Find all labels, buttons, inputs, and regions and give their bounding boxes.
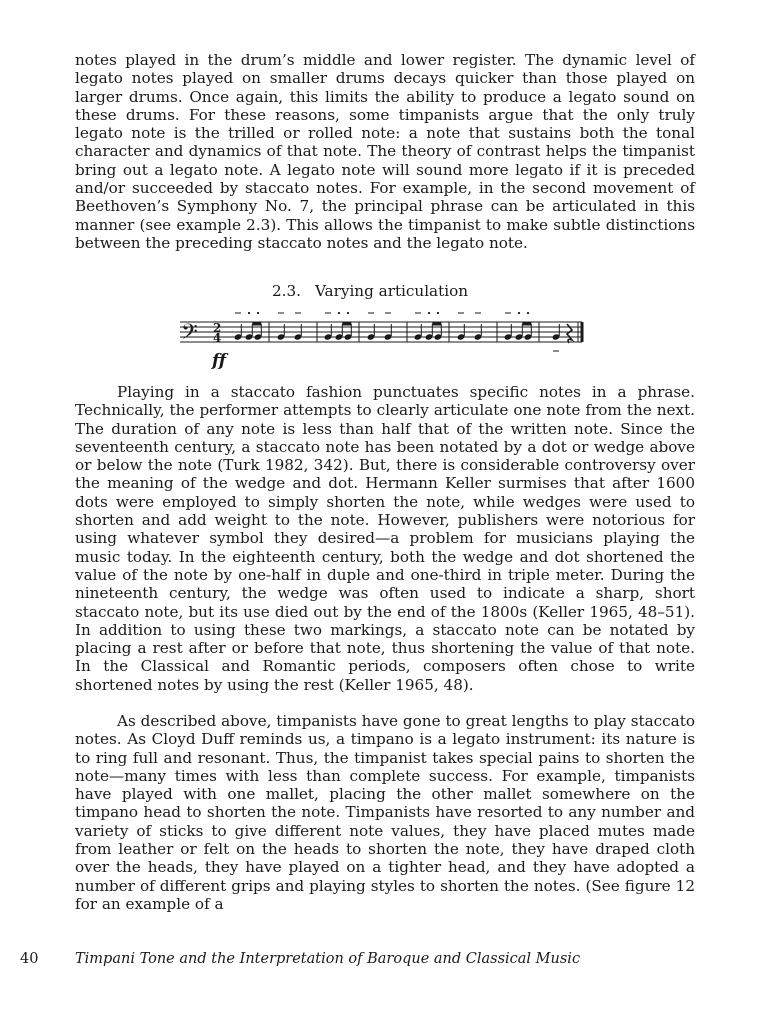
staccato-dot — [518, 312, 520, 314]
example-caption — [272, 282, 468, 300]
body-paragraph-3: As described above, timpanists have gone to great lengths to play staccato notes. As Cloyd Duff reminds us, a timpano is a legato instrument: its nature is to ring full and resonant. Thus, the timpanist takes special pains to shorten the note—many times with less than complete success. For example, timpanists have played with one mallet, placing the other mallet somewhere on the timpano head to shorten the note. Timpanists have resorted to any number and variety of sticks to give different note values, they have placed mutes made from leather or felt on the heads to shorten the note, they have draped cloth over the heads, they have played on a tighter head, and they have adopted a number of different grips and playing styles to shorten the notes. (See figure 12 for an example of a — [75, 712, 695, 913]
staccato-dot — [428, 312, 430, 314]
time-signature-top: 2 — [213, 321, 222, 335]
staccato-dot — [338, 312, 340, 314]
staccato-dot — [248, 312, 250, 314]
body-paragraph-1: notes played in the drum’s middle and lower register. The dynamic level of legato notes played on smaller drums decays quicker than those played on larger drums. Once again, this limits the ability to produce a legato sound on these drums. For these reasons, some timpanists argue that the only truly legato note is the trilled or rolled note: a note that sustains both the tonal character and dynamics of that note. The theory of contrast helps the timpanist bring out a legato note. A legato note will sound more legato if it is preceded and/or succeeded by staccato notes. For example, in the second movement of Beethoven’s Symphony No. 7, the principal phrase can be articulated in this manner (see example 2.3). This allows the timpanist to make subtle distinctions between the preceding staccato notes and the legato note. — [75, 51, 695, 252]
dynamic-marking: ff — [212, 351, 227, 371]
example-number: 2.3. — [272, 282, 301, 300]
page-footer — [20, 950, 720, 968]
staccato-dot — [347, 312, 349, 314]
staccato-dot — [437, 312, 439, 314]
body-paragraph-2: Playing in a staccato fashion punctuates specific notes in a phrase. Technically, the performer attempts to clearly articulate one note from the next. The duration of any note is less than half that of the written note. Since the seventeenth century, a staccato note has been notated by a dot or wedge above or below the note (Turk 1982, 342). But, there is considerable controversy over the meaning of the wedge and dot. Hermann Keller surmises that after 1600 dots were employed to simply shorten the note, while wedges were used to shorten and add weight to the note. However, publishers were notorious for using whatever symbol they desired—a problem for musicians playing the music today. In the eighteenth century, both the wedge and dot shortened the value of the note by one-half in duple and one-third in triple meter. During the nineteenth century, the wedge was often used to indicate a sharp, short staccato note, but its use died out by the end of the 1800s (Keller 1965, 48–51). In addition to using these two markings, a staccato note can be notated by placing a rest after or before that note, thus shortening the value of that note. In the Classical and Romantic periods, composers often chose to write shortened notes by using the rest (Keller 1965, 48). — [75, 383, 695, 694]
staccato-dot — [257, 312, 259, 314]
time-signature-bottom: 4 — [213, 331, 222, 345]
book-title: Timpani Tone and the Interpretation of Baroque and Classical Music — [75, 951, 581, 967]
staff-lines — [180, 322, 582, 342]
page-number: 40 — [20, 951, 39, 967]
notes-group — [234, 312, 572, 351]
bass-clef: 𝄢 — [181, 320, 198, 350]
example-title: Varying articulation — [314, 282, 469, 300]
music-notation-example — [180, 305, 600, 375]
staccato-dot — [527, 312, 529, 314]
